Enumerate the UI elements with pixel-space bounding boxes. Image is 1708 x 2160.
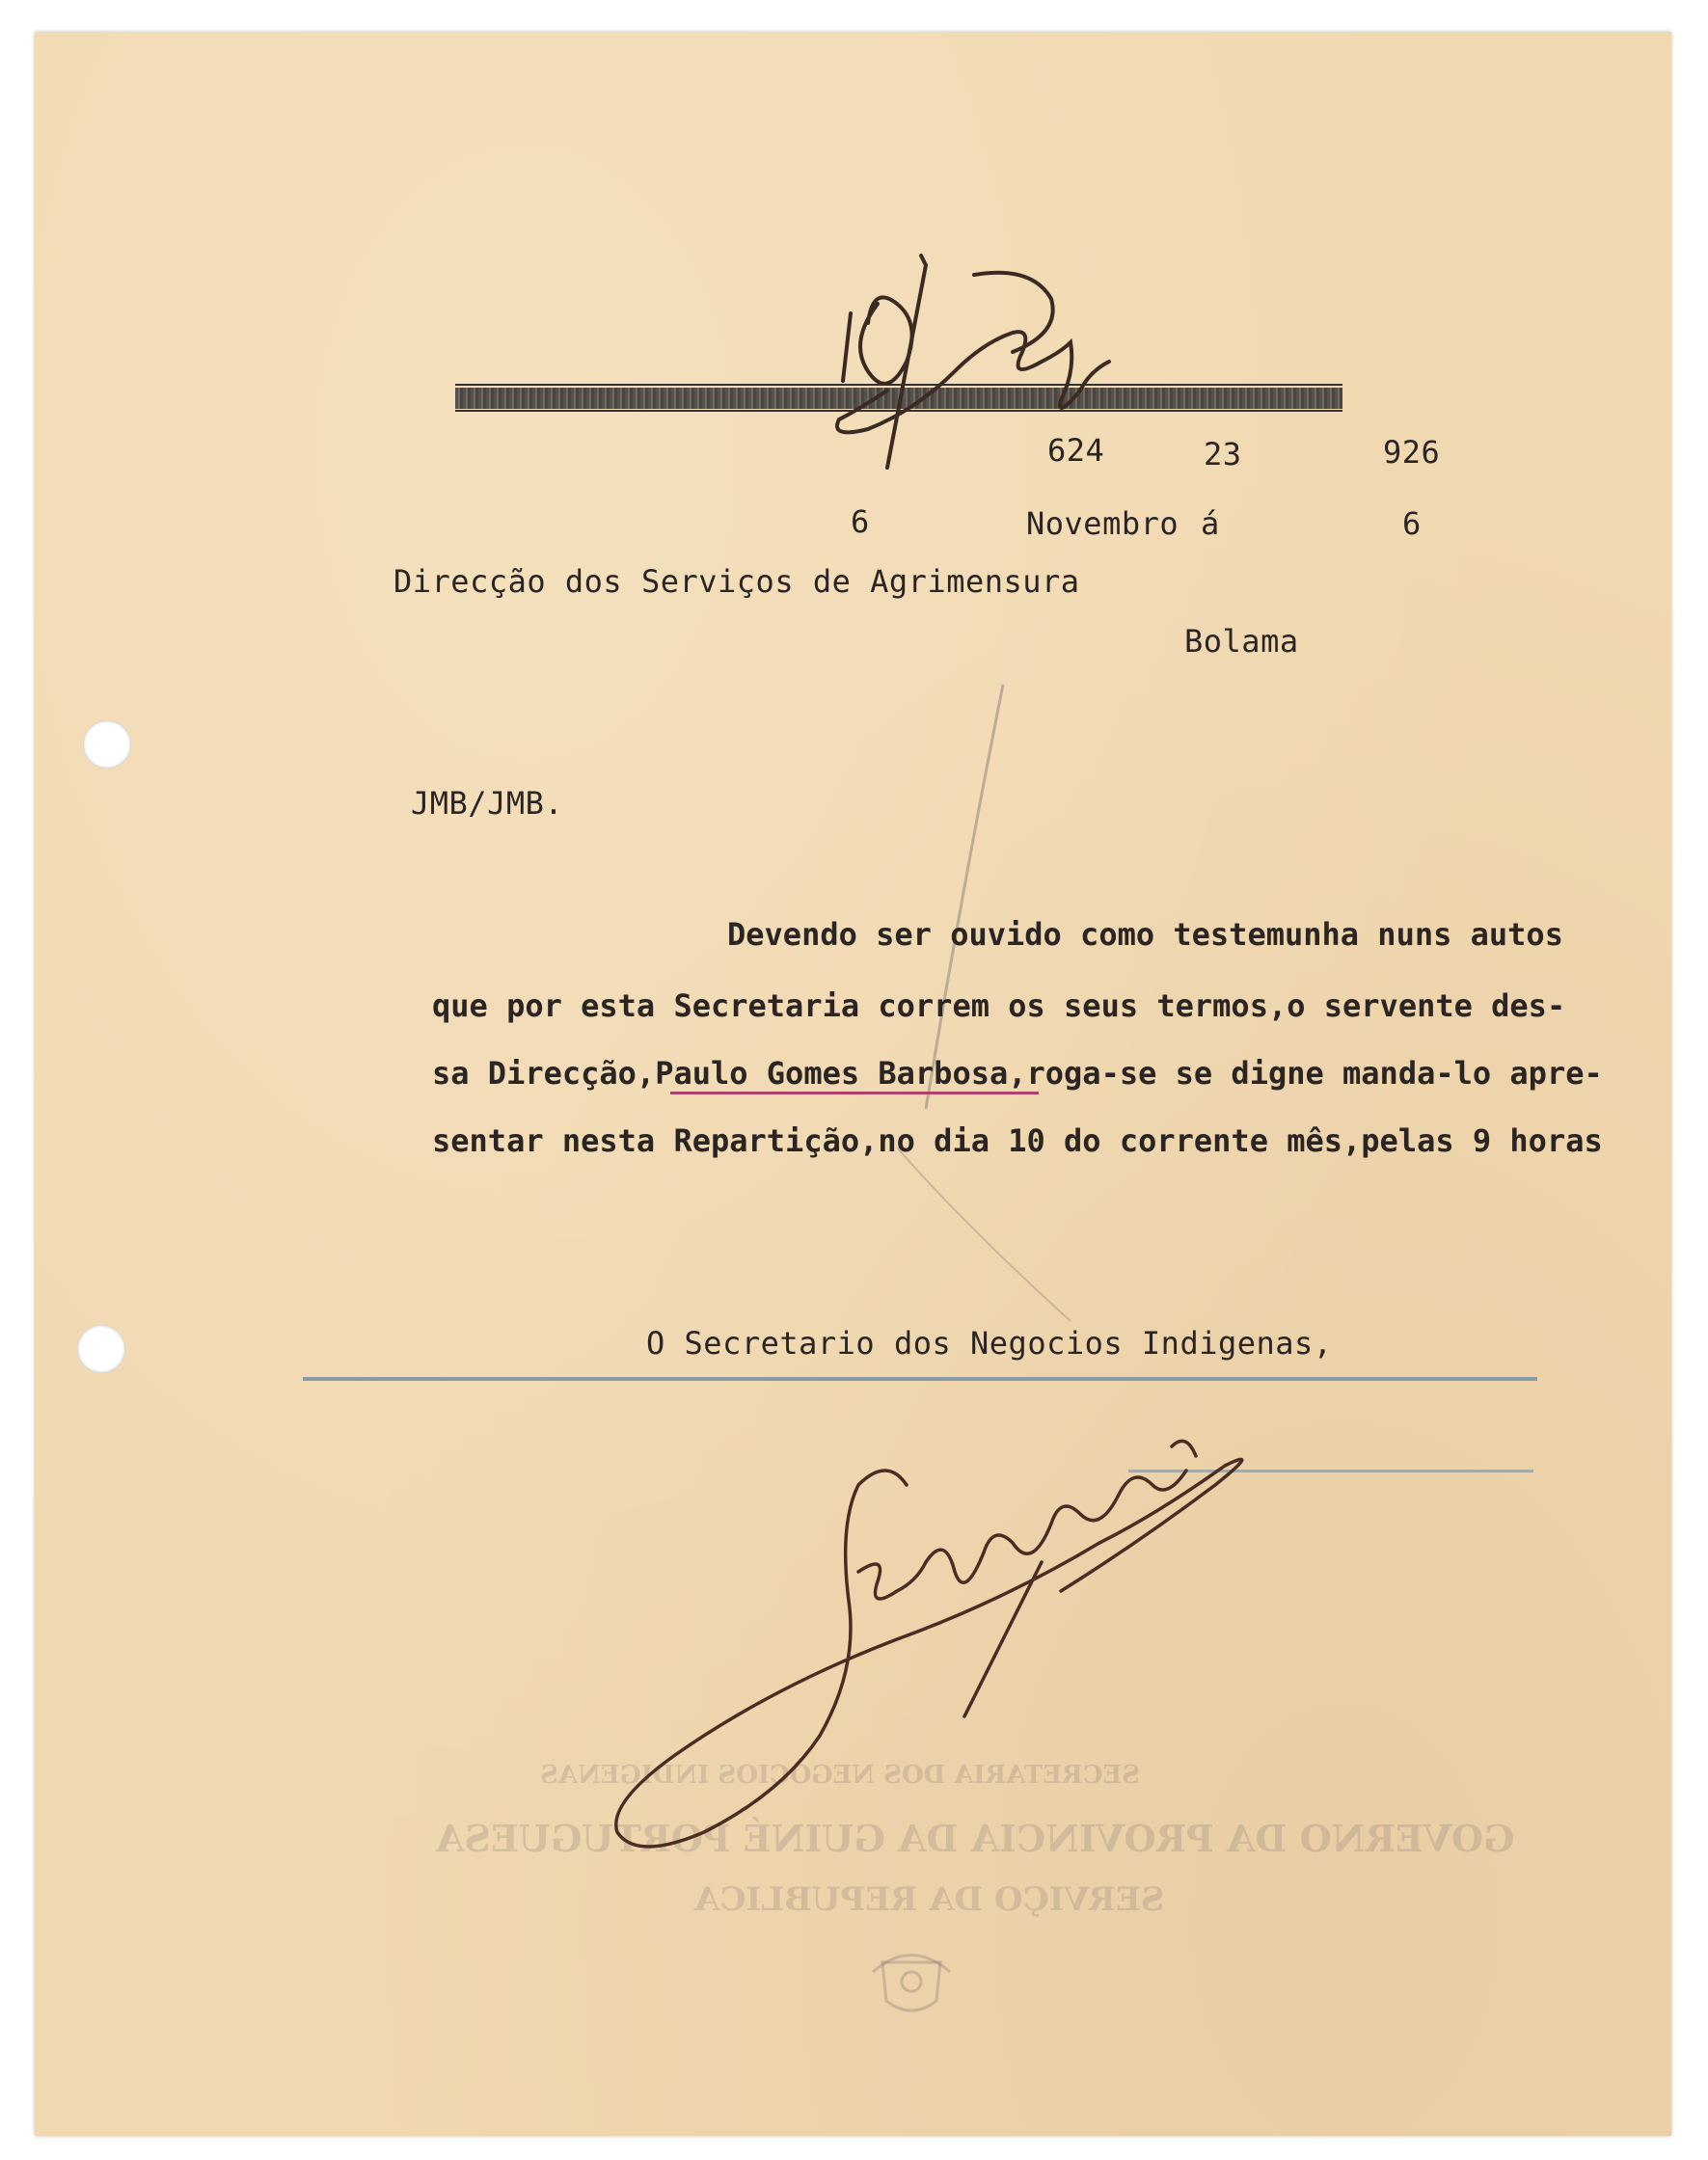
body-line-4: sentar nesta Repartição,no dia 10 do corrente mês,pelas 9 horas	[432, 1122, 1603, 1159]
bleed-through-line-3: SERVIÇO DA REPUBLICA	[694, 1880, 1165, 1919]
witness-name: Paulo Gomes Barbosa	[655, 1055, 1009, 1092]
divider-rule-1	[303, 1377, 1537, 1381]
date-month-mark: á	[1201, 505, 1220, 542]
punch-hole-top	[83, 720, 131, 769]
reference-number-2: 23	[1204, 436, 1242, 472]
signature	[598, 1427, 1292, 1871]
date-month: Novembro	[1026, 505, 1179, 542]
crest-emblem	[863, 1943, 960, 2030]
witness-name-underline	[670, 1092, 1039, 1094]
body-line-2: que por esta Secretaria correm os seus termos,o servente des-	[432, 987, 1566, 1024]
punch-hole-bottom	[77, 1325, 125, 1373]
body-line-3-start: sa Direcção,	[432, 1055, 656, 1092]
bleed-through-line-1: SECRETARIA DOS NEGOCIOS INDIGENAS	[540, 1761, 1140, 1790]
date-year: 6	[1402, 505, 1422, 542]
recipient-location: Bolama	[1184, 623, 1299, 660]
date-day: 6	[851, 503, 870, 540]
reference-year: 926	[1383, 434, 1441, 471]
recipient-department: Direcção dos Serviços de Agrimensura	[393, 563, 1080, 600]
closing-title: O Secretario dos Negocios Indigenas,	[646, 1325, 1333, 1362]
body-line-3-end: ,roga-se se digne manda-lo apre-	[1008, 1055, 1603, 1092]
reference-number: 624	[1047, 432, 1105, 469]
body-line-1: Devendo ser ouvido como testemunha nuns autos	[727, 916, 1563, 953]
bleed-through-line-2: GOVERNO DA PROVINCIA DA GUINÉ PORTUGUESA	[436, 1817, 1515, 1860]
body-line-3	[432, 1055, 1603, 1092]
reference-code: JMB/JMB.	[411, 785, 564, 822]
